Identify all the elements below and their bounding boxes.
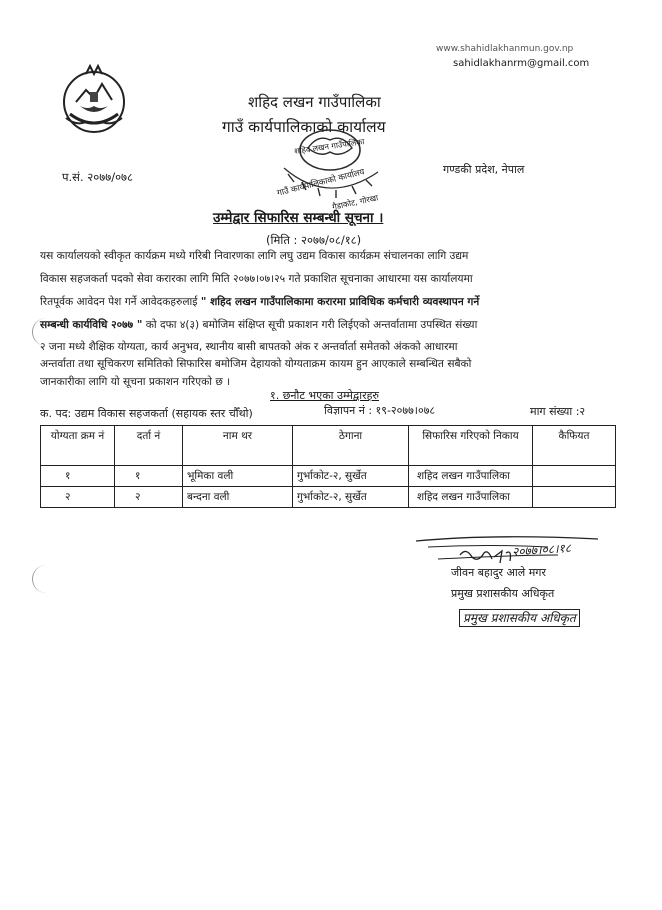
body-line-3 — [40, 295, 479, 309]
table-row — [41, 487, 616, 508]
stamp-inner-text: शहिद लखन गाउँपालिका — [293, 137, 366, 156]
body-line-3-text: रितपूर्वक आवेदन पेश गर्ने आवेदकहरुलाई — [40, 296, 201, 308]
notice-title: उम्मेद्वार सिफारिस सम्बन्धी सूचना । — [213, 210, 384, 226]
signatory-designation: प्रमुख प्रशासकीय अधिकृत — [451, 587, 555, 600]
signature-date: २०७७।०८।१८ — [511, 540, 572, 560]
advertisement-number: विज्ञापन नं : १९-२०७७।०७८ — [324, 404, 436, 417]
procedure-title-part-2: सम्बन्धी कार्यविधि २०७७ " — [40, 319, 143, 331]
cell-remarks — [533, 466, 616, 487]
cell-name: भूमिका वली — [183, 466, 293, 487]
cell-rank: १ — [41, 466, 115, 487]
stamp-district-text: गैडाकोट, गोरखा — [331, 193, 379, 212]
location-text: गण्डकी प्रदेश, नेपाल — [443, 163, 525, 176]
cell-name: बन्दना वली — [183, 487, 293, 508]
cell-remarks — [533, 487, 616, 508]
reference-number: प.सं. २०७७/०७८ — [62, 170, 134, 184]
selected-candidates-heading: १. छनौट भएका उम्मेद्वारहरु — [270, 389, 380, 402]
column-header-remarks: कैफियत — [533, 426, 616, 466]
cell-address: गुर्भाकोट-२, सुर्खेत — [293, 466, 409, 487]
notice-date: (मिति : २०७७/०८/१८) — [266, 233, 362, 247]
body-line-4-text: को दफा ४(३) बमोजिम संक्षिप्त सूची प्रकाशन गरी लिईएको अन्तर्वातामा उपस्थित संख्या — [142, 319, 478, 331]
body-line-4 — [40, 318, 477, 332]
cell-reg-no: २ — [115, 487, 183, 508]
designation-stamp: प्रमुख प्रशासकीय अधिकृत — [459, 609, 580, 627]
punch-hole-mark — [32, 565, 47, 593]
column-header-reg-no: दर्ता नं — [115, 426, 183, 466]
column-header-recommending-body: सिफारिस गरिएको निकाय — [409, 426, 533, 466]
column-header-address: ठेगाना — [293, 426, 409, 466]
body-line-2: विकास सहजकर्ता पदको सेवा करारका लागि मिति २०७७।०७।२५ गते प्रकाशित सूचनाका आधारमा यस कार्यालयमा — [40, 273, 473, 285]
cell-recommending-body: शहिद लखन गाउँपालिका — [409, 487, 533, 508]
table-header-row — [41, 426, 616, 466]
demand-count: माग संख्या :२ — [530, 405, 586, 418]
punch-hole-mark — [32, 318, 47, 346]
body-line-1: यस कार्यालयको स्वीकृत कार्यक्रम मध्ये गरिबी निवारणका लागि लघु उद्यम विकास कार्यक्रम संचालनका लागि उद्यम — [40, 250, 469, 262]
column-header-name: नाम थर — [183, 426, 293, 466]
office-name: गाउँ कार्यपालिकाको कार्यालय — [222, 118, 386, 136]
body-line-7: जानकारीका लागि यो सूचना प्रकाशन गरिएको छ । — [40, 376, 231, 388]
signatory-name: जीवन बहादुर आले मगर — [451, 566, 547, 579]
cell-recommending-body: शहिद लखन गाउँपालिका — [409, 466, 533, 487]
post-line: क. पद: उद्यम विकास सहजकर्ता (सहायक स्तर चौँथो) — [40, 407, 253, 420]
procedure-title-part-1: " शहिद लखन गाउँपालिकामा करारमा प्राविधिक कर्मचारी व्यवस्थापन गर्ने — [200, 296, 480, 308]
selected-candidates-table — [40, 425, 616, 508]
body-line-6: अन्तर्वाता तथा सूचिकरण समितिको सिफारिस बमोजिम देहायको योग्यताक्रम कायम हुन आएकाले सम्बन्धित सबैको — [40, 358, 472, 370]
column-header-rank: योग्यता क्रम नं — [41, 426, 115, 466]
cell-rank: २ — [41, 487, 115, 508]
cell-address: गुर्भाकोट-२, सुर्खेत — [293, 487, 409, 508]
table-row — [41, 466, 616, 487]
body-line-5: २ जना मध्ये शैक्षिक योग्यता, कार्य अनुभव, स्थानीय बासी बापतको अंक र अन्तर्वार्ता समेतको अंकको आधारमा — [40, 341, 458, 353]
cell-reg-no: १ — [115, 466, 183, 487]
website-text: www.shahidlakhanmun.gov.np — [436, 44, 574, 54]
stamp-ring-text: गाउँ कार्यपालिकाको कार्यालय — [276, 167, 366, 199]
email-text: sahidlakhanrm@gmail.com — [453, 58, 590, 69]
org-name: शहिद लखन गाउँपालिका — [248, 93, 381, 111]
nepal-government-emblem — [56, 62, 132, 138]
